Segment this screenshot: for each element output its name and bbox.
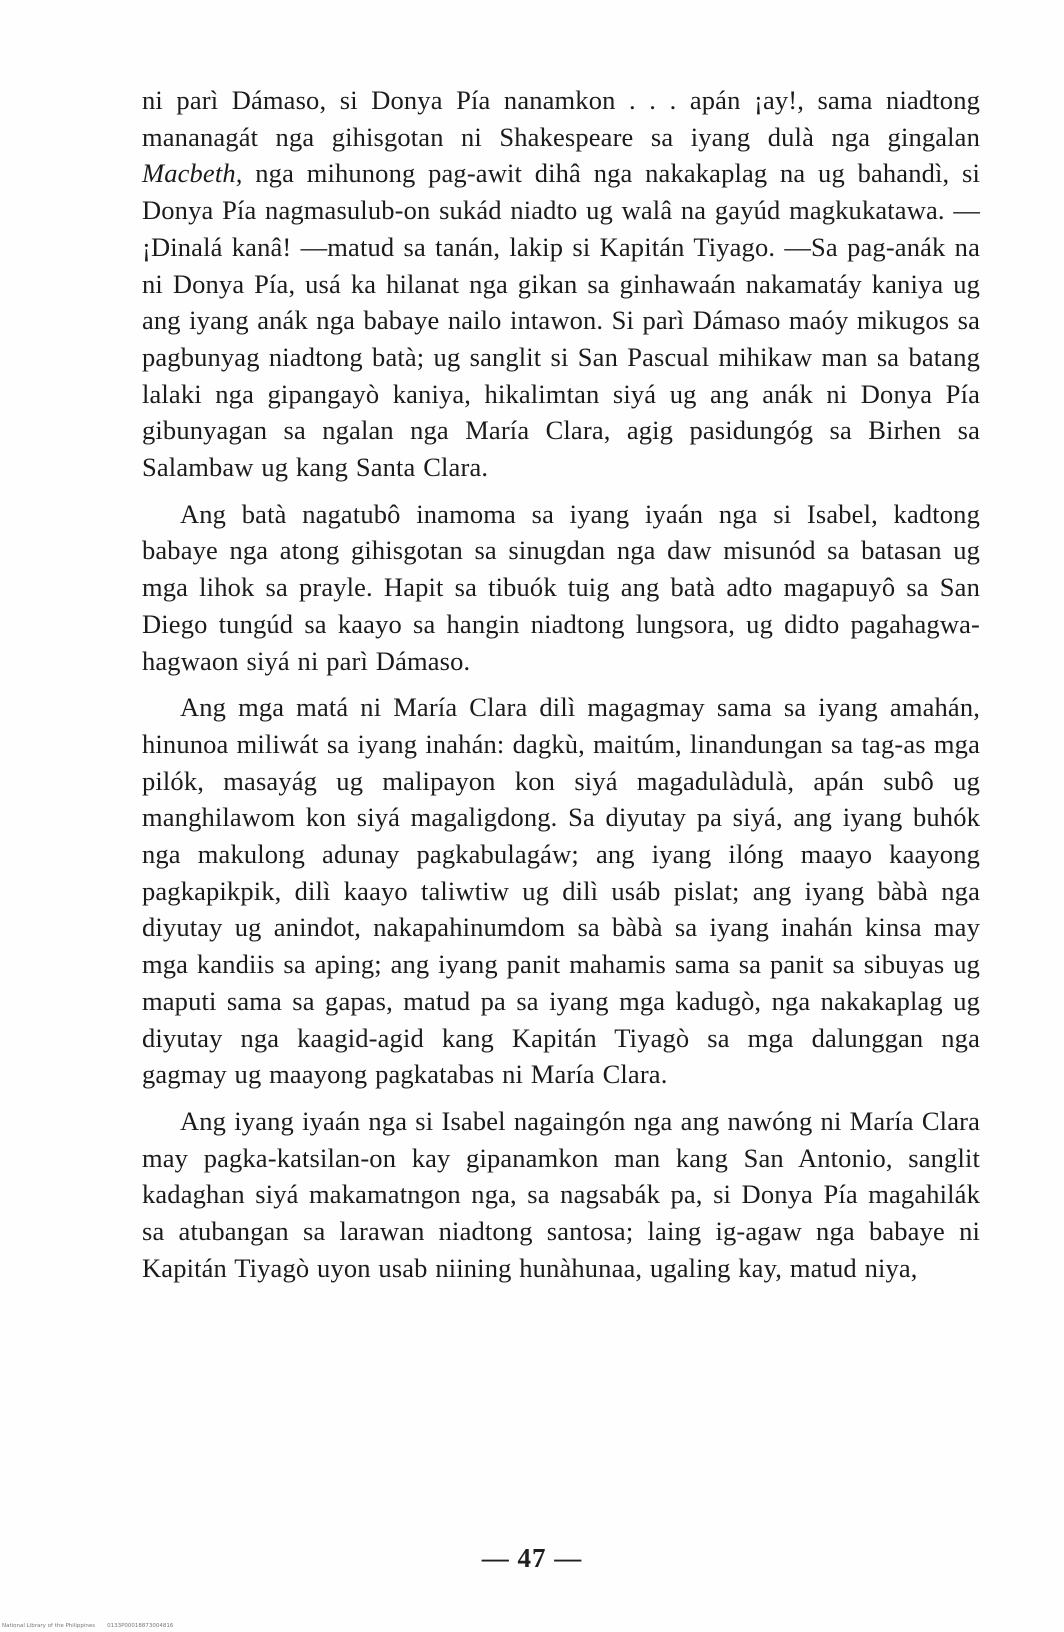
paragraph-3: Ang mga matá ni María Clara dilì magagmay sama sa iyang amahán, hinunoa miliwát sa iyang inahán: dagkù, maitúm, linandungan sa tag-as mga pilók, masayág ug malipayon kon siyá magadulàdulà, apán subô ug manghilawom kon siyá magaligdong. Sa diyutay pa siyá, ang iyang buhók nga makulong adunay pagkabulagáw; ang iyang ilóng maayo kaayong pagkapikpik, dilì kaayo taliwtiw ug dilì usáb pislat; ang iyang bàbà nga diyutay ug anindot, nakapahinumdom sa bàbà sa iyang inahán kinsa may mga kandiis sa aping; ang iyang panit mahamis sama sa panit sa sibuyas ug maputi sama sa gapas, matud pa sa iyang mga kadugò, nga nakakaplag ug diyutay nga kaagid-agid kang Kapitán Tiyagò sa mga dalunggan nga gagmay ug maayong pagkatabas ni María Clara.: [142, 692, 980, 1090]
paragraph-4: Ang iyang iyaán nga si Isabel nagaingón nga ang nawóng ni María Clara may pagka-katsilan-on kay gipanamkon man kang San Antonio, sanglit kadaghan siyá makamatngon nga, sa nagsabák pa, si Donya Pía magahilák sa atubangan sa larawan niadtong santosa; laing ig-agaw nga babaye ni Kapitán Tiyagò uyon usab niining hunàhunaa, ugaling kay, matud niya,: [142, 1105, 980, 1283]
paragraph-1-text-a: ni parì Dámaso, si Donya Pía nanamkon . . . apán ¡ay!, sama niadtong mananagát nga gihisgotan ni Shakespeare sa iyang dulà nga gingalan: [142, 85, 980, 152]
paragraph-1-title-italic: Macbeth,: [142, 158, 243, 189]
page-number: — 47 —: [481, 1543, 583, 1573]
paragraph-1: [142, 82, 980, 486]
footer-record-id: 0133P00018873004816: [107, 1623, 174, 1629]
document-body: [142, 82, 980, 1287]
footer-institution: National Library of the Philippines: [2, 1623, 96, 1629]
paragraph-1-text-b: nga mihunong pag-awit dihâ nga nakakaplag na ug bahandì, si Donya Pía nagmasulub-on sukád niadto ug walâ na gayúd magkukatawa. — ¡Dinalá kanâ! —matud sa tanán, lakip si Kapitán Tiyago. —Sa pag-anák na ni Donya Pía, usá ka hilanat nga gikan sa ginhawaán nakamatáy kaniya ug ang iyang anák nga babaye nailo intawon. Si parì Dámaso maóy mikugos sa pagbunyag niadtong batà; ug sanglit si San Pascual mihikaw man sa batang lalaki nga gipangayò kaniya, hikalimtan siyá ug ang anák ni Donya Pía gibunyagan sa ngalan nga María Clara, agig pasidungóg sa Birhen sa Salambaw ug kang Santa Clara.: [142, 158, 980, 483]
scan-footer: [2, 1623, 173, 1629]
paragraph-2: Ang batà nagatubô inamoma sa iyang iyaán nga si Isabel, kadtong babaye nga atong gihisgotan sa sinugdan nga daw misunód sa batasan ug mga lihok sa prayle. Hapit sa tibuók tuig ang batà adto magapuyô sa San Diego tungúd sa kaayo sa hangin niadtong lungsora, ug didto pagahagwa-hagwaon siyá ni parì Dámaso.: [142, 498, 980, 676]
